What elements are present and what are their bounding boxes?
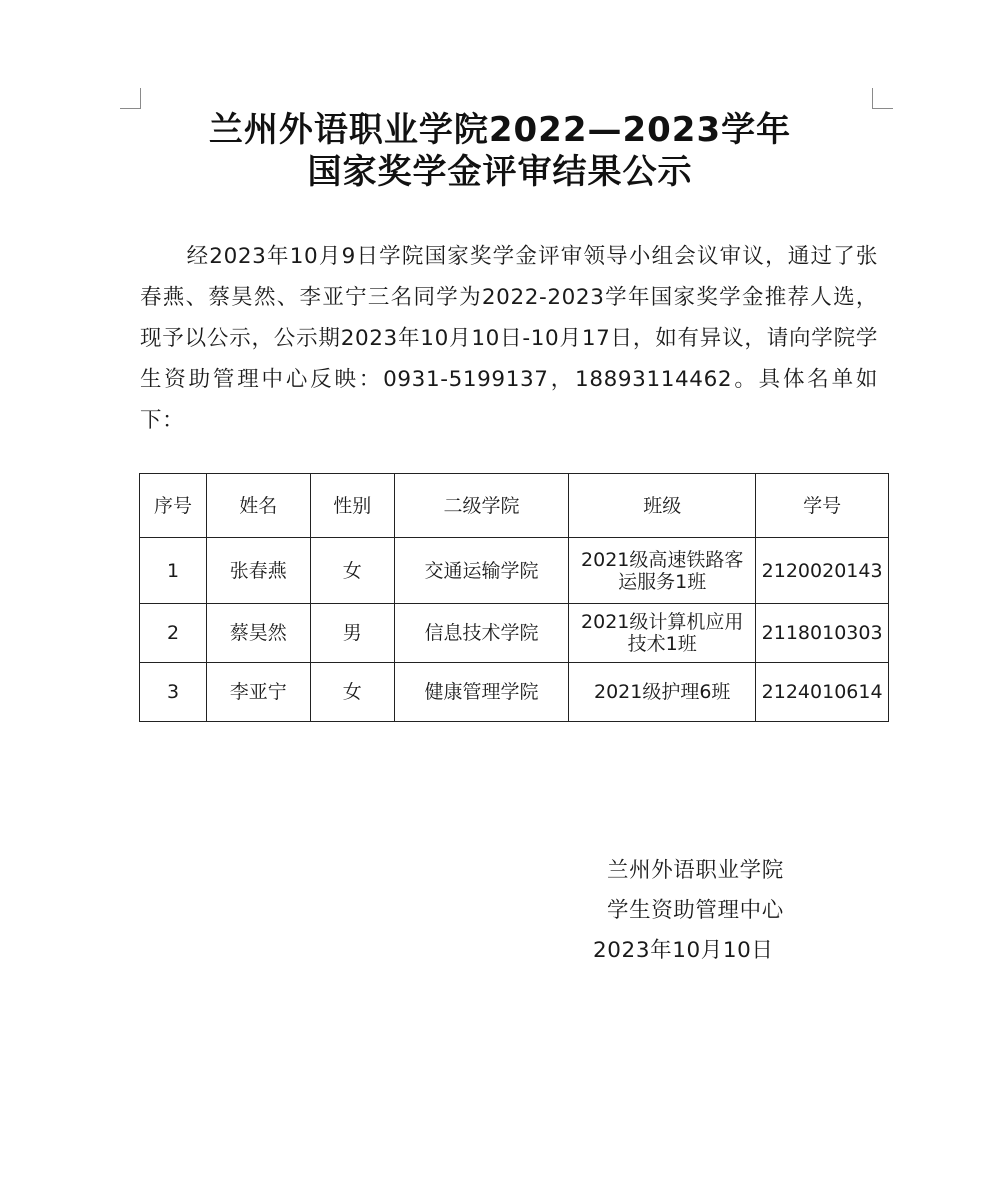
cell-gender: 女 (310, 663, 394, 722)
cell-class: 2021级护理6班 (569, 663, 756, 722)
cell-student-id: 2118010303 (756, 604, 889, 663)
header-student-id: 学号 (756, 474, 889, 538)
announcement-paragraph-text: 经2023年10月9日学院国家奖学金评审领导小组会议审议，通过了张春燕、蔡昊然、李亚宁三名同学为2022-2023学年国家奖学金推荐人选，现予以公示，公示期2023年10月10日-10月17日，如有异议，请向学院学生资助管理中心反映：0931-5199137，18893114462。具体名单如下： (140, 244, 878, 433)
cell-no: 3 (140, 663, 207, 722)
header-gender: 性别 (310, 474, 394, 538)
cell-student-id: 2120020143 (756, 538, 889, 604)
page-corner-mark-top-right (872, 88, 893, 109)
cell-no: 2 (140, 604, 207, 663)
cell-student-id: 2124010614 (756, 663, 889, 722)
table-header-row (140, 474, 889, 538)
cell-college: 健康管理学院 (394, 663, 568, 722)
cell-gender: 男 (310, 604, 394, 663)
page-corner-mark-top-left (120, 88, 141, 109)
header-no: 序号 (140, 474, 207, 538)
table-row (140, 663, 889, 722)
cell-name: 李亚宁 (207, 663, 310, 722)
signature-date: 2023年10月10日 (593, 938, 774, 963)
header-name: 姓名 (207, 474, 310, 538)
table-row (140, 538, 889, 604)
signature-dept: 学生资助管理中心 (607, 898, 784, 923)
cell-class-line1: 2021级计算机应用 (581, 611, 744, 633)
cell-class-line2: 技术1班 (627, 633, 697, 655)
signature-org: 兰州外语职业学院 (607, 858, 784, 883)
cell-college: 交通运输学院 (394, 538, 568, 604)
cell-name: 蔡昊然 (207, 604, 310, 663)
header-class: 班级 (569, 474, 756, 538)
document-title-line1: 兰州外语职业学院2022—2023学年 (208, 110, 792, 150)
header-college: 二级学院 (394, 474, 568, 538)
cell-college: 信息技术学院 (394, 604, 568, 663)
announcement-paragraph (140, 236, 878, 441)
cell-class (569, 604, 756, 663)
cell-class-line2: 运服务1班 (618, 570, 707, 593)
cell-name: 张春燕 (207, 538, 310, 604)
document-title-line2: 国家奖学金评审结果公示 (307, 152, 693, 192)
cell-no: 1 (140, 538, 207, 604)
cell-class (569, 538, 756, 604)
recipient-table (139, 473, 889, 722)
cell-class-line1: 2021级高速铁路客 (581, 548, 744, 571)
cell-gender: 女 (310, 538, 394, 604)
table-row (140, 604, 889, 663)
